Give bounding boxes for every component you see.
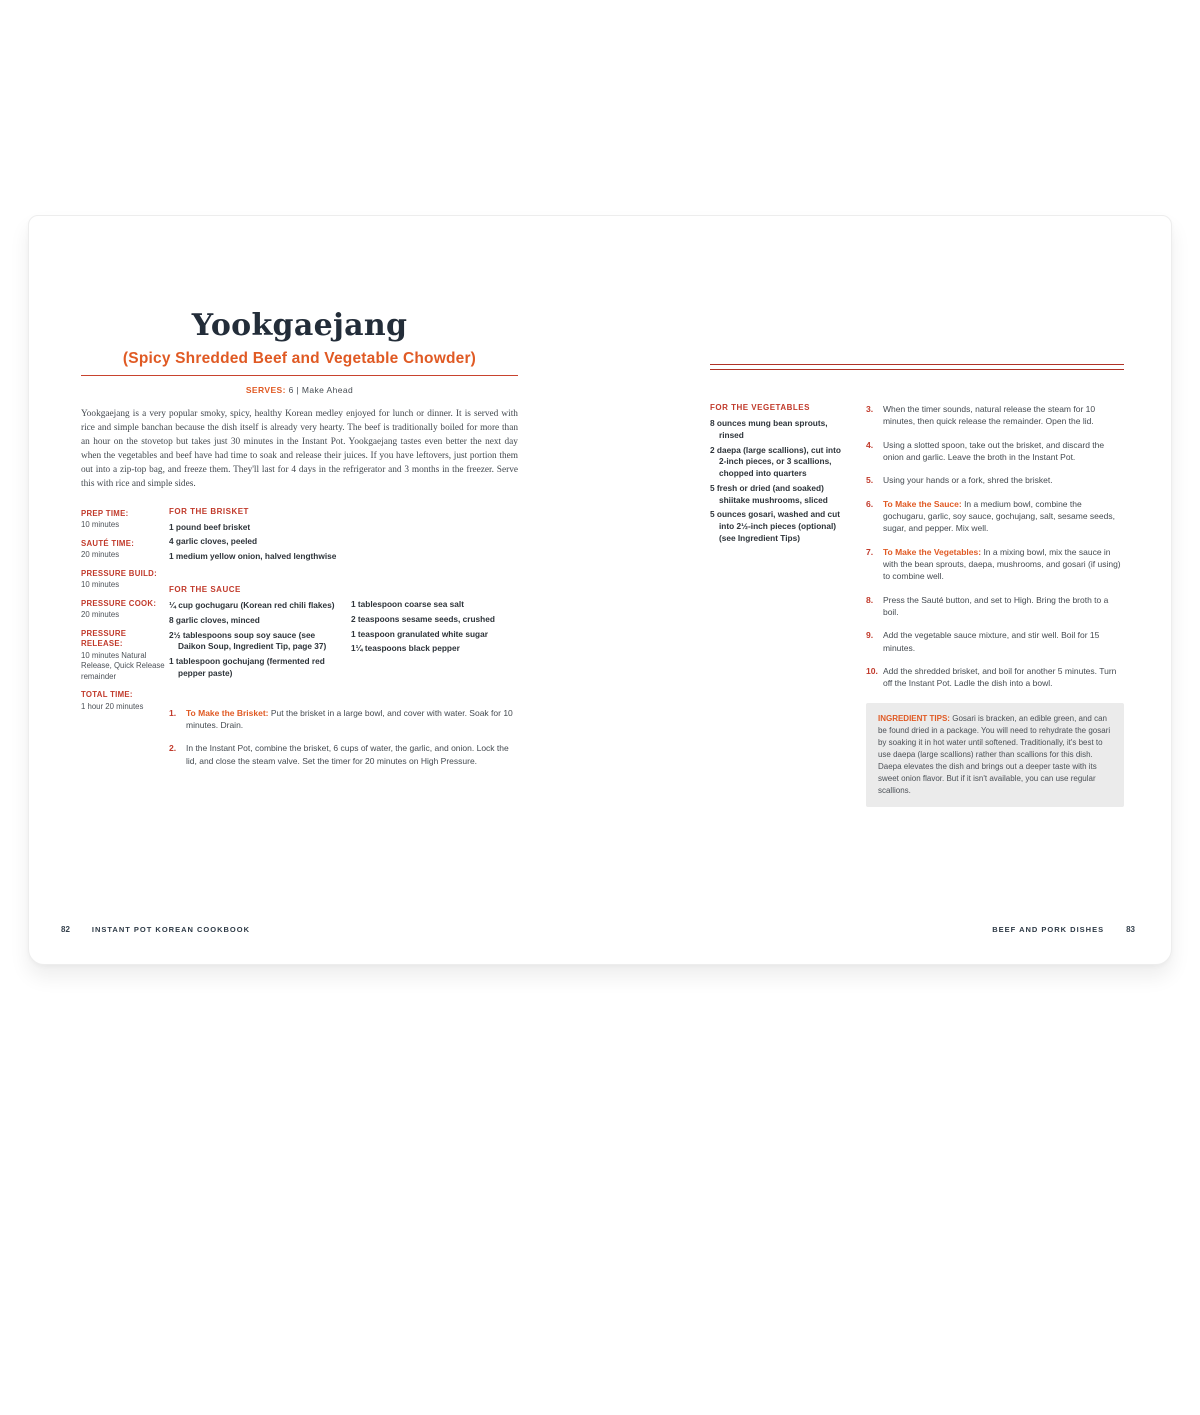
ingredients-and-steps [169,507,518,778]
step-number: 4. [865,439,874,450]
time-block [81,569,169,591]
running-head: INSTANT POT KOREAN COOKBOOK [91,925,251,934]
recipe-step [169,742,518,767]
right-grid [710,403,1124,807]
time-label: PREP TIME: [81,508,129,518]
ingredient-group-sauce [169,585,341,683]
ingredient-group-brisket [169,507,341,563]
time-label: SAUTÉ TIME: [81,538,135,548]
serves-line [81,385,518,395]
ingredient-item: 2 daepa (large scallions), cut into 2-inch pieces, or 3 scallions, chopped into quarters [709,444,841,479]
step-body [883,665,1124,690]
tip-label: INGREDIENT TIPS: [877,714,950,724]
ingredient-group-title: FOR THE BRISKET [169,506,249,516]
step-body [883,629,1124,654]
step-text: In a medium bowl, combine the gochugaru, garlic, soy sauce, gochujang, salt, sesame seeds, sugar, and pepper. Mix well. [882,498,1115,534]
step-body [883,474,1053,486]
time-label: PRESSURE BUILD: [81,568,157,578]
left-page-footer [61,925,250,934]
step-body [186,707,518,732]
recipe-step [866,498,1124,535]
time-value: 20 minutes [81,550,120,560]
ingredient-item: ¼ cup gochugaru (Korean red chili flakes) [169,599,335,610]
step-text: Put the brisket in a large bowl, and cover with water. Soak for 10 minutes. Drain. [186,707,513,730]
ingredient-list [351,599,518,655]
time-value: 10 minutes [81,520,120,530]
step-text: When the timer sounds, natural release the steam for 10 minutes, then quick release the remainder. Open the lid. [882,404,1096,427]
step-number: 6. [865,498,874,509]
page-number: 82 [61,925,70,934]
steps-right-column [866,403,1124,807]
ingredient-list [169,600,341,680]
recipe-header [81,308,518,395]
recipe-step [866,629,1124,654]
time-value: 10 minutes [81,580,120,590]
ingredient-list [710,418,850,545]
ingredient-item: 5 ounces gosari, washed and cut into 2½-inch pieces (optional) (see Ingredient Tips) [709,509,840,544]
recipe-grid [81,507,518,778]
time-block [81,599,169,621]
book-spread [28,215,1172,965]
step-number: 1. [169,707,177,718]
time-value: 10 minutes Natural Release, Quick Release remainder [81,650,165,681]
step-body [883,439,1124,464]
step-number: 5. [865,475,874,486]
ingredient-group-sauce-col2 [351,585,518,683]
right-page-footer [992,925,1135,934]
time-value: 20 minutes [81,610,120,620]
time-label: PRESSURE RELEASE: [81,628,127,649]
recipe-step [866,474,1124,486]
step-lead: To Make the Sauce: [882,498,965,509]
step-body [883,498,1124,535]
step-number: 2. [169,743,177,754]
ingredient-item: 8 garlic cloves, minced [169,614,260,625]
step-text: Using your hands or a fork, shred the brisket. [882,475,1053,486]
time-block [81,509,169,531]
time-label: PRESSURE COOK: [81,598,157,608]
step-number: 3. [865,404,874,414]
left-page [29,216,600,964]
step-number: 8. [865,594,874,605]
time-block [81,539,169,561]
recipe-step [169,707,518,732]
ingredient-item: 8 ounces mung bean sprouts, rinsed [709,418,828,440]
time-block [81,629,169,683]
step-text: Add the shredded brisket, and boil for another 5 minutes. Turn off the Instant Pot. Ladle the dish into a bowl. [882,665,1117,689]
recipe-step [866,439,1124,464]
ingredient-item: 1 medium yellow onion, halved lengthwise [169,551,337,562]
serves-value: 6 | Make Ahead [288,385,354,395]
ingredient-item: 1 tablespoon coarse sea salt [351,598,464,609]
ingredient-group-sauce-row [169,585,518,683]
ingredient-group-title: FOR THE VEGETABLES [709,403,810,412]
step-text: In a mixing bowl, mix the sauce in with the bean sprouts, daepa, mushrooms, and gosari (if using) to combine well. [882,546,1121,582]
step-text: Press the Sauté button, and set to High. Bring the broth to a boil. [882,594,1109,617]
recipe-step [866,665,1124,690]
ingredient-item: 4 garlic cloves, peeled [169,536,258,547]
ingredient-item: 5 fresh or dried (and soaked) shiitake mushrooms, sliced [709,482,828,505]
step-body [883,403,1124,428]
time-block [81,690,169,712]
recipe-step [866,594,1124,619]
time-sidebar [81,507,169,778]
step-number: 9. [865,630,874,641]
step-number: 7. [865,546,874,557]
header-rule [81,375,518,376]
step-lead: To Make the Brisket: [186,707,271,718]
step-body [883,546,1124,583]
recipe-subtitle: (Spicy Shredded Beef and Vegetable Chowder) [122,350,477,367]
recipe-title: Yookgaejang [191,308,408,343]
ingredient-item: 2 teaspoons sesame seeds, crushed [351,613,495,624]
page-number: 83 [1126,925,1135,934]
recipe-step [866,546,1124,583]
ingredient-item: 1 pound beef brisket [169,521,251,532]
ingredient-item: 2½ tablespoons soup soy sauce (see Daikon Soup, Ingredient Tip, page 37) [169,629,327,652]
tip-text: Gosari is bracken, an edible green, and can be found dried in a package. You will need to rehydrate the gosari by soaking it in hot water until softened. Traditionally, it's best to use daepa (large scallions) rather than scallions for this dish. Daepa elevates the dish and brings out a deeper taste with its sweet onion flavor. But if it isn't available, you can use regular scallions. [877,714,1111,796]
ingredient-list [169,522,341,563]
recipe-step [866,403,1124,428]
ingredient-group-title: FOR THE SAUCE [169,584,241,594]
time-label: TOTAL TIME: [81,690,133,700]
step-body [186,742,518,767]
step-text: Add the vegetable sauce mixture, and stir well. Boil for 15 minutes. [882,630,1100,653]
right-page [600,216,1171,964]
step-lead: To Make the Vegetables: [882,546,984,557]
time-value: 1 hour 20 minutes [81,701,144,711]
step-text: Using a slotted spoon, take out the brisket, and discard the onion and garlic. Leave the broth in the Instant Pot. [882,439,1105,462]
ingredient-tips-box [866,703,1124,807]
step-body [883,594,1124,619]
step-text: In the Instant Pot, combine the brisket, 6 cups of water, the garlic, and onion. Lock the lid, and close the steam valve. Set the timer for 20 minutes on High Pressure. [186,743,509,766]
recipe-intro: Yookgaejang is a very popular smoky, spicy, healthy Korean medley enjoyed for lunch or dinner. It is served with rice and simple banchan because the dish itself is already very hearty. The beef is traditionally boiled for more than an hour on the stovetop but takes just 30 minutes in the Instant Pot. Yookgaejang tastes even better the next day when the vegetables and beef have had time to soak and release their juices. If you have leftovers, just portion them out into a zip-top bag, and freeze them. They'll last for 4 days in the refrigerator and 3 months in the freezer. Serve this with rice and simple sides. [81,409,518,489]
steps-left [169,707,518,767]
ingredient-group-vegetables [710,403,850,807]
step-number: 10. [865,665,878,676]
ingredient-item: 1 teaspoon granulated white sugar [351,628,488,639]
steps-right [866,403,1124,689]
ingredient-item: 1¼ teaspoons black pepper [351,643,460,654]
double-rule [710,364,1124,370]
ingredient-item: 1 tablespoon gochujang (fermented red pepper paste) [169,656,325,678]
serves-label: SERVES: [245,385,286,395]
running-head: BEEF AND PORK DISHES [992,925,1105,934]
